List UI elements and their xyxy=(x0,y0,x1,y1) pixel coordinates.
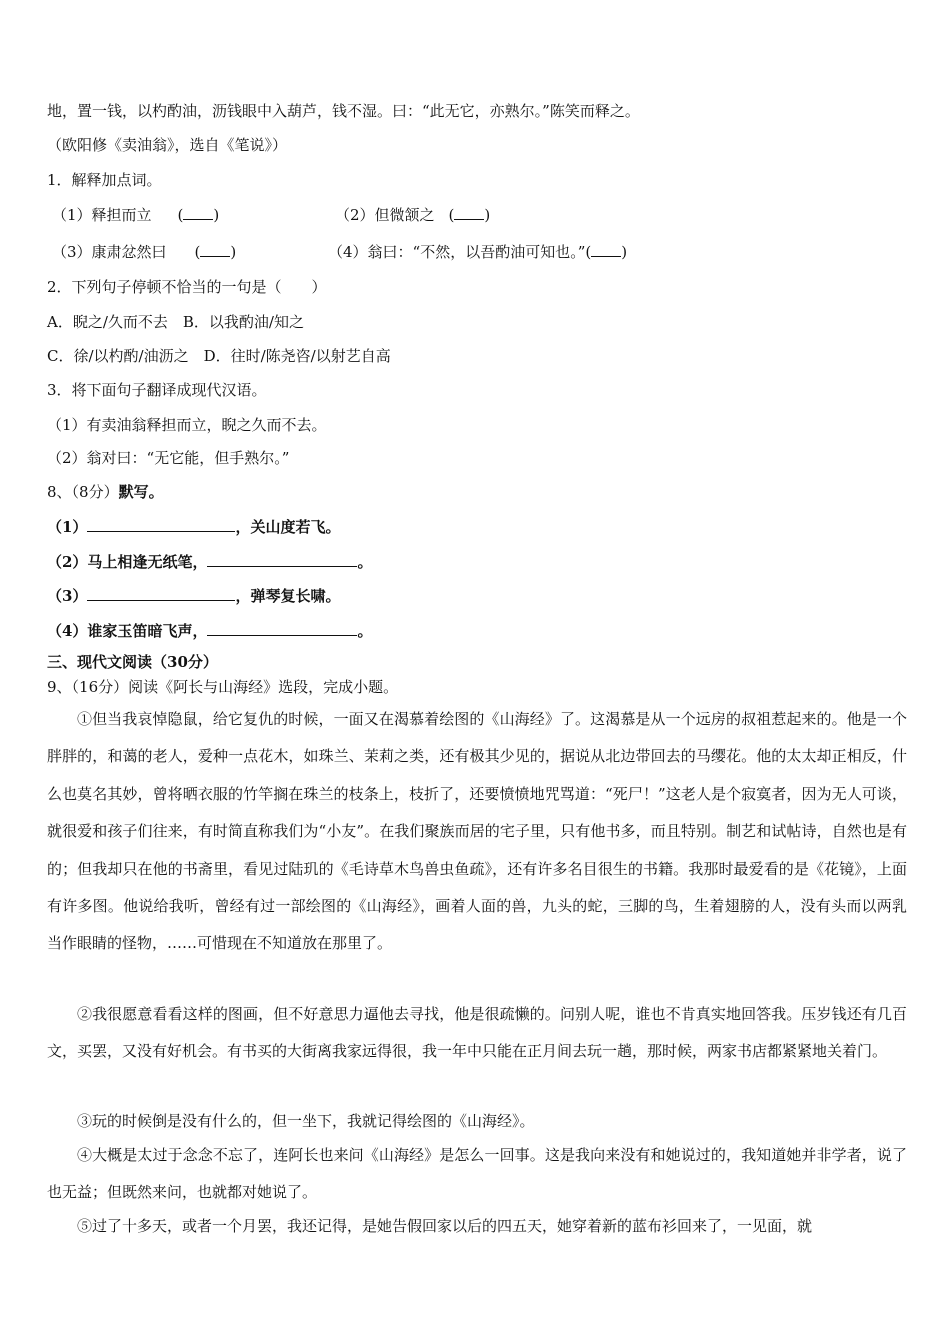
q8-item-4 xyxy=(47,619,372,641)
paren-open: ( xyxy=(585,243,592,261)
paren-open: ( xyxy=(448,206,455,224)
q8-item-after: ，关山度若飞。 xyxy=(235,518,341,536)
q8-item-after: 。 xyxy=(357,553,373,571)
q1-item-label: （3）康肃忿然曰 xyxy=(52,243,167,261)
q8-item-pre: （4）谁家玉笛暗飞声， xyxy=(47,622,208,640)
q1-item-label: （4）翁曰：“不然，以吾酌油可知也。” xyxy=(328,243,586,261)
reading-paragraph-3: ③玩的时候倒是没有什么的，但一坐下，我就记得绘图的《山海经》。 xyxy=(77,1112,535,1130)
q1-item-1 xyxy=(52,203,219,225)
question-2-title: 2．下列句子停顿不恰当的一句是（ ） xyxy=(47,278,327,296)
answer-blank[interactable] xyxy=(591,240,621,257)
q3-item: （1）有卖油翁释担而立，睨之久而不去。 xyxy=(47,416,327,434)
paren-open: ( xyxy=(194,243,201,261)
answer-blank[interactable] xyxy=(200,240,230,257)
paren-close: ) xyxy=(621,243,628,261)
question-9-title: 9、（16分）阅读《阿长与山海经》选段，完成小题。 xyxy=(47,678,399,696)
q8-item-3 xyxy=(47,584,340,606)
question-1-title: 1．解释加点词。 xyxy=(47,171,162,189)
q1-item-label: （1）释担而立 xyxy=(52,206,152,224)
q8-title-bold: 默写。 xyxy=(118,483,164,501)
reading-paragraph-1: ①但当我哀悼隐鼠，给它复仇的时候，一面又在渴慕着绘图的《山海经》了。这渴慕是从一个远房的叔祖惹起来的。他是一个胖胖的，和蔼的老人，爱种一点花木，如珠兰、茉莉之类，还有极其少见的，据说从北边带回去的马缨花。他的太太却正相反，什么也莫名其妙，曾将晒衣服的竹竿搁在珠兰的枝条上，枝折了，还要愤愤地咒骂道：“死尸！”这老人是个寂寞者，因为无人可谈，就很爱和孩子们往来，有时简直称我们为“小友”。在我们聚族而居的宅子里，只有他书多，而且特别。制艺和试帖诗，自然也是有的；但我却只在他的书斋里，看见过陆玑的《毛诗草木鸟兽虫鱼疏》，还有许多名目很生的书籍。我那时最爱看的是《花镜》，上面有许多图。他说给我听，曾经有过一部绘图的《山海经》，画着人面的兽，九头的蛇，三脚的鸟，生着翅膀的人，没有头而以两乳当作眼睛的怪物，……可惜现在不知道放在那里了。 xyxy=(47,710,907,953)
fill-blank[interactable] xyxy=(87,515,235,532)
q8-title-prefix: 8、（8分） xyxy=(47,483,119,501)
q8-item-after: 。 xyxy=(357,622,373,640)
question-3-title: 3．将下面句子翻译成现代汉语。 xyxy=(47,381,267,399)
q1-item-3 xyxy=(52,240,236,262)
q1-item-2 xyxy=(335,203,490,225)
paren-close: ) xyxy=(484,206,491,224)
q3-item: （2）翁对曰：“无它能，但手熟尔。” xyxy=(47,449,290,467)
q8-item-pre: （2）马上相逢无纸笔， xyxy=(47,553,208,571)
paren-close: ) xyxy=(213,206,220,224)
q8-item-pre: （3） xyxy=(47,587,88,605)
passage-line: 地，置一钱，以杓酌油，沥钱眼中入葫芦，钱不湿。曰：“此无它，亦熟尔。”陈笑而释之。 xyxy=(47,102,640,120)
q1-item-4 xyxy=(328,240,627,262)
paren-close: ) xyxy=(230,243,237,261)
reading-paragraph-4: ④大概是太过于念念不忘了，连阿长也来问《山海经》是怎么一回事。这是我向来没有和她说过的，我知道她并非学者，说了也无益；但既然来问，也就都对她说了。 xyxy=(47,1146,907,1202)
fill-blank[interactable] xyxy=(87,584,235,601)
q8-item-pre: （1） xyxy=(47,518,88,536)
q2-option-row: C．徐/以杓酌/油沥之 D．往时/陈尧咨/以射艺自高 xyxy=(47,347,391,365)
fill-blank[interactable] xyxy=(207,619,357,636)
answer-blank[interactable] xyxy=(183,203,213,220)
q8-item-1 xyxy=(47,515,340,537)
paren-open: ( xyxy=(177,206,184,224)
fill-blank[interactable] xyxy=(207,550,357,567)
q1-item-label: （2）但微颔之 xyxy=(335,206,435,224)
question-8-title xyxy=(47,482,164,502)
q8-item-after: ，弹琴复长啸。 xyxy=(235,587,341,605)
q8-item-2 xyxy=(47,550,372,572)
q2-option-row: A．睨之/久而不去 B．以我酌油/知之 xyxy=(47,313,304,331)
section-heading: 三、现代文阅读（30分） xyxy=(47,653,218,671)
reading-paragraph-2: ②我很愿意看看这样的图画，但不好意思力逼他去寻找，他是很疏懒的。问别人呢，谁也不肯真实地回答我。压岁钱还有几百文，买罢，又没有好机会。有书买的大街离我家远得很，我一年中只能在正月间去玩一趟，那时候，两家书店都紧紧地关着门。 xyxy=(47,1005,907,1061)
answer-blank[interactable] xyxy=(454,203,484,220)
passage-source: （欧阳修《卖油翁》，选自《笔说》） xyxy=(47,136,288,154)
reading-paragraph-5: ⑤过了十多天，或者一个月罢，我还记得，是她告假回家以后的四五天，她穿着新的蓝布衫回来了，一见面，就 xyxy=(77,1217,813,1235)
